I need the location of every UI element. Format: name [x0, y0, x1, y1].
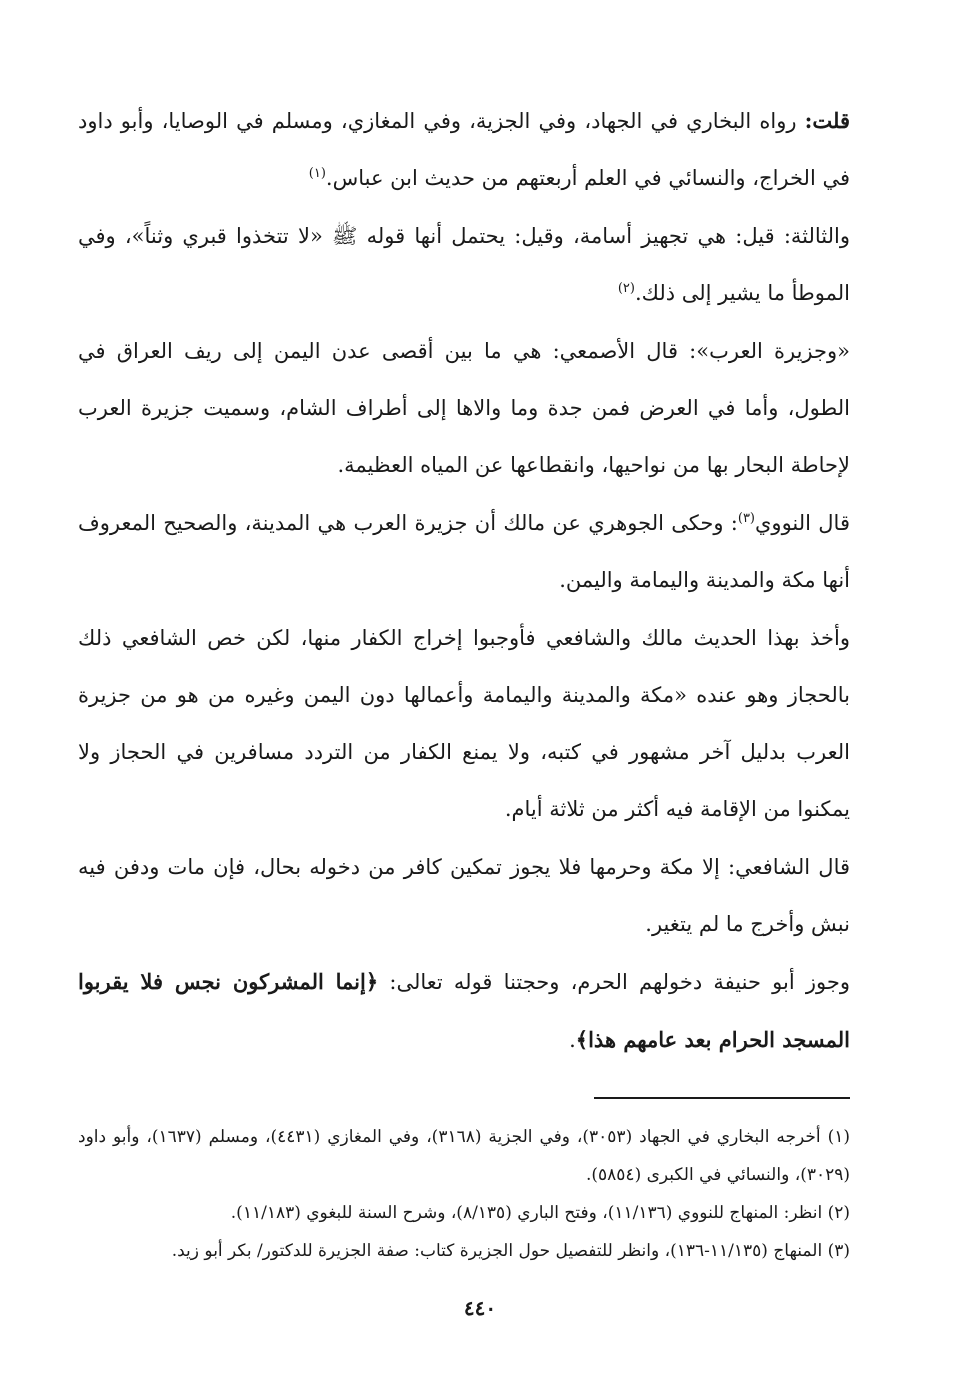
page-number: ٤٤٠	[463, 1296, 497, 1320]
paragraph-text: قال النووي	[755, 511, 850, 535]
paragraph-7	[78, 953, 850, 1069]
footnote-3: (٣) المنهاج (١١/١٣٥-١٣٦)، وانظر للتفصيل حول الجزيرة كتاب: صفة الجزيرة للدكتور/ بكر أبو زيد.	[171, 1241, 850, 1261]
main-text	[78, 92, 850, 1069]
quran-verse: ﴿إنما المشركون نجس فلا يقربوا المسجد الحرام بعد عامهم هذا﴾	[78, 969, 850, 1052]
paragraph-text: والثالثة: قيل: هي تجهيز أسامة، وقيل: يحتمل أنها قوله ﷺ «لا تتخذوا قبري وثناً»، وفي الموطأ ما يشير إلى ذلك.	[78, 224, 850, 305]
paragraph-text: وجوز أبو حنيفة دخولهم الحرم، وحجتنا قوله تعالى:	[378, 970, 850, 994]
footnote-2: (٢) انظر: المنهاج للنووي (١١/١٣٦)، وفتح الباري (٨/١٣٥)، وشرح السنة للبغوي (١١/١٨٣).	[230, 1203, 850, 1223]
paragraph-text: قال الشافعي: إلا مكة وحرمها فلا يجوز تمكين كافر من دخوله بحال، فإن مات ودفن فيه نبش وأخرج ما لم يتغير.	[78, 855, 850, 936]
paragraph-3	[78, 322, 850, 494]
paragraph-lead: قلت:	[804, 108, 850, 133]
footnote-1: (١) أخرجه البخاري في الجهاد (٣٠٥٣)، وفي الجزية (٣١٦٨)، وفي المغازي (٤٤٣١)، ومسلم (١٦٣٧)، وأبو داود (٣٠٢٩)، والنسائي في الكبرى (٥٨٥٤).	[78, 1127, 850, 1185]
paragraph-text: وأخذ بهذا الحديث مالك والشافعي فأوجبوا إخراج الكفار منها، لكن خص الشافعي ذلك بالحجاز وهو عنده «مكة والمدينة واليمامة وأعمالها دون اليمن وغيره من هو من جزيرة العرب بدليل آخر مشهور في كتبه، ولا يمنع الكفار من التردد مسافرين في الحجاز ولا يمكنوا من الإقامة فيه أكثر من ثلاثة أيام.	[78, 626, 850, 821]
footnote-divider	[594, 1097, 850, 1099]
paragraph-4	[78, 494, 850, 609]
paragraph-text: رواه البخاري في الجهاد، وفي الجزية، وفي المغازي، ومسلم في الوصايا، وأبو داود في الخراج، والنسائي في العلم أربعتهم من حديث ابن عباس.	[78, 109, 850, 190]
footnotes	[78, 1118, 850, 1270]
paragraph-after: : وحكى الجوهري عن مالك أن جزيرة العرب هي المدينة، والصحيح المعروف أنها مكة والمدينة واليمامة واليمن.	[78, 511, 850, 592]
paragraph-5	[78, 609, 850, 838]
footnote-marker: (٣)	[737, 511, 755, 526]
paragraph-1	[78, 92, 850, 207]
paragraph-2	[78, 207, 850, 322]
footnote-marker: (١)	[308, 166, 326, 181]
paragraph-end: .	[569, 1028, 576, 1052]
footnote-marker: (٢)	[617, 281, 635, 296]
paragraph-6	[78, 838, 850, 953]
paragraph-text: «وجزيرة العرب»: قال الأصمعي: هي ما بين أقصى عدن اليمن إلى ريف العراق في الطول، وأما في العرض فمن جدة وما والاها إلى أطراف الشام، وسميت جزيرة العرب لإحاطة البحار بها من نواحيها، وانقطاعها عن المياه العظيمة.	[78, 339, 850, 477]
